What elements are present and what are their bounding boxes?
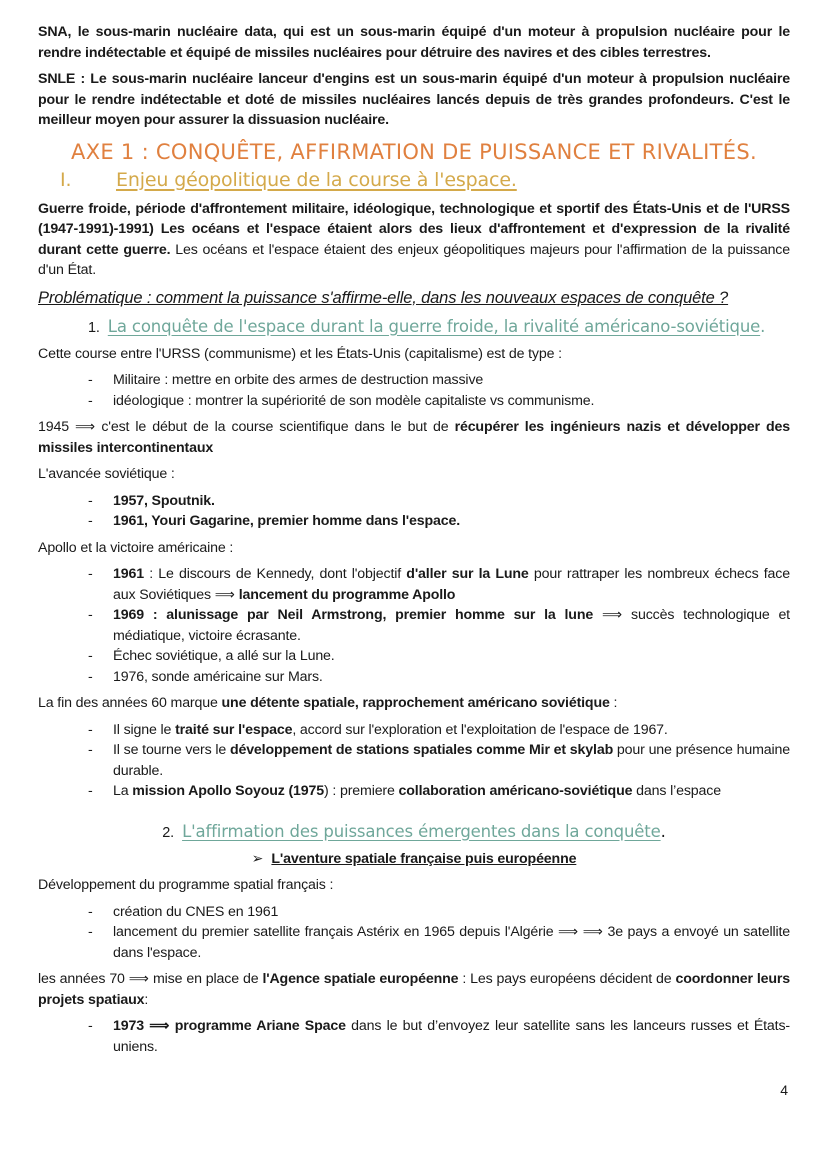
french-program-list [38,902,790,964]
paragraph-1945: 1945 ⟹ c'est le début de la course scientifique dans le but de récupérer les ingénieurs nazis et développer des missiles intercontinentaux [38,419,790,456]
subsection-title: L'affirmation des puissances émergentes dans la conquête [182,821,661,841]
subsection-title: La conquête de l'espace durant la guerre froide, la rivalité américano-soviétique [107,316,761,336]
list-item: - La mission Apollo Soyouz (1975) : premiere collaboration américano-soviétique dans l’espace [88,783,721,799]
list-item: - Militaire : mettre en orbite des armes de destruction massive [88,372,484,388]
detente-list [38,720,790,802]
list-item: - Échec soviétique, a allé sur la Lune. [88,648,335,664]
cold-war-intro [38,199,790,281]
list-item: - 1976, sonde américaine sur Mars. [88,668,323,685]
arrow-bullet-icon: ➢ [251,850,264,867]
apollo-intro: Apollo et la victoire américaine : [38,539,234,556]
list-item: - 1961 : Le discours de Kennedy, dont l'objectif d'aller sur la Lune pour rattraper les nombreux échecs face aux Soviétiques ⟹ lancement du programme Apollo [88,566,790,603]
list-item: - Il signe le traité sur l'espace, accord sur l'exploration et l'exploitation de l'espace de 1967. [88,721,668,738]
detente-intro: La fin des années 60 marque une détente spatiale, rapprochement américano soviétique : [38,695,618,711]
apollo-list [38,564,790,687]
snle-definition: SNLE : Le sous-marin nucléaire lanceur d'engins est un sous-marin équipé d'un moteur à propulsion nucléaire pour le rendre indétectable et doté de missiles nucléaires lancés depuis de très grandes profondeurs. C'est le meilleur moyen pour assurer la dissuasion nucléaire. [38,71,790,128]
list-item: - 1961, Youri Gagarine, premier homme dans l'espace. [88,513,461,529]
list-item: - 1969 : alunissage par Neil Armstrong, premier homme sur la lune ⟹ succès technologique et médiatique, victoire écrasante. [88,607,790,644]
soviet-intro: L'avancée soviétique : [38,466,175,482]
document-page [38,22,790,1063]
esa-paragraph: les années 70 ⟹ mise en place de l'Agence spatiale européenne : Les pays européens décident de coordonner leurs projets spatiaux: [38,971,790,1008]
axe-title: AXE 1 : CONQUÊTE, AFFIRMATION DE PUISSANCE ET RIVALITÉS. [71,139,757,164]
section-number: I. [60,168,72,191]
soviet-list [38,491,790,532]
list-item: - création du CNES en 1961 [88,903,279,920]
problematique: Problématique : comment la puissance s'affirme-elle, dans les nouveaux espaces de conquête ? [38,288,729,307]
list-item: - 1973 ⟹ programme Ariane Space dans le but d’envoyez leur satellite sans les lanceurs russes et États-uniens. [88,1018,790,1055]
course-type-list [38,370,790,411]
subsection-heading-2 [38,820,790,845]
french-program-intro: Développement du programme spatial français : [38,877,334,893]
subsection-title-end: . [660,821,666,841]
subsection-number: 1. [88,319,100,336]
list-item: - Il se tourne vers le développement de stations spatiales comme Mir et skylab pour une présence humaine durable. [88,742,790,779]
section-title: Enjeu géopolitique de la course à l'espace. [116,168,517,191]
cold-war-intro-normal: Les océans et l'espace étaient des enjeux géopolitiques majeurs pour l'affirmation de la puissance d'un État. [38,241,790,278]
section-heading-1 [38,167,790,193]
subsection-title-end: . [760,316,766,336]
list-item: - lancement du premier satellite français Astérix en 1965 depuis l'Algérie ⟹ ⟹ 3e pays a envoyé un satellite dans l'espace. [88,924,790,961]
french-european-heading: ➢ L'aventure spatiale française puis européenne [251,850,577,867]
list-item: - 1957, Spoutnik. [88,492,215,509]
cold-war-intro-bold: Guerre froide, période d'affrontement militaire, idéologique, technologique et sportif des États-Unis et de l'URSS (1947-1991)-1991) Les océans et l'espace étaient alors des lieux d'affrontement et d'expression de la rivalité durant cette guerre. [38,200,790,258]
ariane-list [38,1016,790,1057]
subsection-heading-1 [38,315,790,340]
page-number: 4 [780,1082,788,1098]
sna-definition: SNA, le sous-marin nucléaire data, qui est un sous-marin équipé d'un moteur à propulsion nucléaire pour le rendre indétectable et équipé de missiles nucléaires pour détruire des navires et des cibles terrestres. [38,24,790,61]
subsection-number: 2. [162,824,175,841]
list-item: - idéologique : montrer la supériorité de son modèle capitaliste vs communisme. [88,392,595,409]
course-intro: Cette course entre l'URSS (communisme) et les États-Unis (capitalisme) est de type : [38,345,562,362]
